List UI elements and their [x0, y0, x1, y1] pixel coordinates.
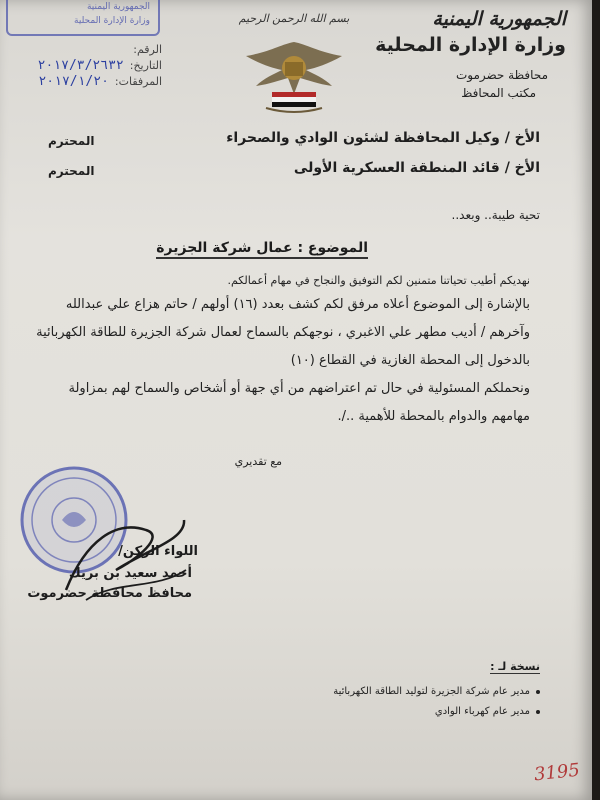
body-intro: نهديكم أطيب تحياتنا متمنين لكم التوفيق والنجاح في مهام أعمالكم. — [227, 274, 530, 287]
reference-box — [12, 42, 162, 90]
signatory-title: اللواء الركن/ — [118, 544, 198, 559]
reference-date-row — [12, 58, 162, 74]
body-p1-line3: بالدخول إلى المحطة الغازية في القطاع (١٠) — [290, 353, 530, 368]
addressee-1-name: وكيل المحافظة لشئون الوادي والصحراء — [226, 130, 500, 146]
dark-background-edge — [592, 0, 600, 800]
bullet-icon — [536, 710, 540, 714]
governorate-name: محافظة حضرموت — [455, 68, 548, 82]
reference-number-row — [12, 42, 162, 58]
closing: مع تقديري — [234, 455, 282, 468]
addressee-2-label: الأخ / — [504, 160, 540, 176]
signatory-position: محافظ محافظة حضرموت — [27, 586, 192, 601]
stamp-line-1: الجمهورية اليمنية — [86, 2, 150, 12]
addressee-1-label: الأخ / — [504, 130, 540, 146]
yemen-emblem-icon — [236, 34, 352, 118]
copies-label: نسخة لـ : — [490, 660, 540, 673]
handwritten-number: 3195 — [533, 759, 581, 786]
republic-name: الجمهورية اليمنية — [432, 8, 566, 30]
copy-item-2: مدير عام كهرباء الوادي — [434, 706, 530, 717]
subject-text: عمال شركة الجزيرة — [156, 240, 293, 256]
reference-date-label: التاريخ: — [129, 59, 162, 72]
addressee-2-respected: المحترم — [48, 164, 95, 178]
bullet-icon — [536, 690, 540, 694]
header-stamp — [6, 0, 160, 36]
addressee-2-name: قائد المنطقة العسكرية الأولى — [293, 160, 500, 176]
basmala: بسم الله الرحمن الرحيم — [238, 12, 350, 25]
addressee-1 — [226, 130, 540, 146]
copy-item — [435, 706, 540, 717]
office-name: مكتب المحافظ — [461, 86, 536, 100]
reference-attachments-label: المرفقات: — [114, 75, 162, 88]
reference-number-label: الرقم: — [133, 43, 162, 56]
body-p1-line1: بالإشارة إلى الموضوع أعلاه مرفق لكم كشف بعدد (١٦) أولهم / حاتم هزاع علي عبدالله — [65, 297, 530, 312]
body-p1-line2: وآخرهم / أديب مطهر علي الاغبري ، نوجهكم بالسماح لعمال شركة الجزيرة للطاقة الكهربائية — [36, 325, 530, 340]
reference-attachments-value: ٢٠١٧/١/٢٠ — [38, 74, 109, 89]
copy-item-1: مدير عام شركة الجزيرة لتوليد الطاقة الكهربائية — [333, 686, 530, 697]
signatory-name: أحمد سعيد بن بريك — [68, 566, 192, 581]
body-p2-line1: ونحملكم المسئولية في حال تم اعتراضهم من أي جهة أو أشخاص والسماح لهم بمزاولة — [68, 381, 530, 396]
copy-item — [333, 686, 540, 697]
subject-label: الموضوع : — [297, 240, 368, 256]
reference-attachments-row — [12, 74, 162, 90]
body-p2-line2: مهامهم والدوام بالمحطة للأهمية ../. — [337, 409, 530, 424]
addressee-1-respected: المحترم — [48, 134, 95, 148]
subject-line — [156, 240, 368, 259]
ministry-name: وزارة الإدارة المحلية — [375, 34, 566, 56]
stamp-line-2: وزارة الإدارة المحلية — [74, 16, 150, 26]
greeting: تحية طيبة.. وبعد.. — [451, 208, 540, 222]
reference-date-value: ٢٠١٧/٣/٢٦٣٢ — [37, 58, 124, 73]
addressee-2 — [294, 160, 540, 176]
